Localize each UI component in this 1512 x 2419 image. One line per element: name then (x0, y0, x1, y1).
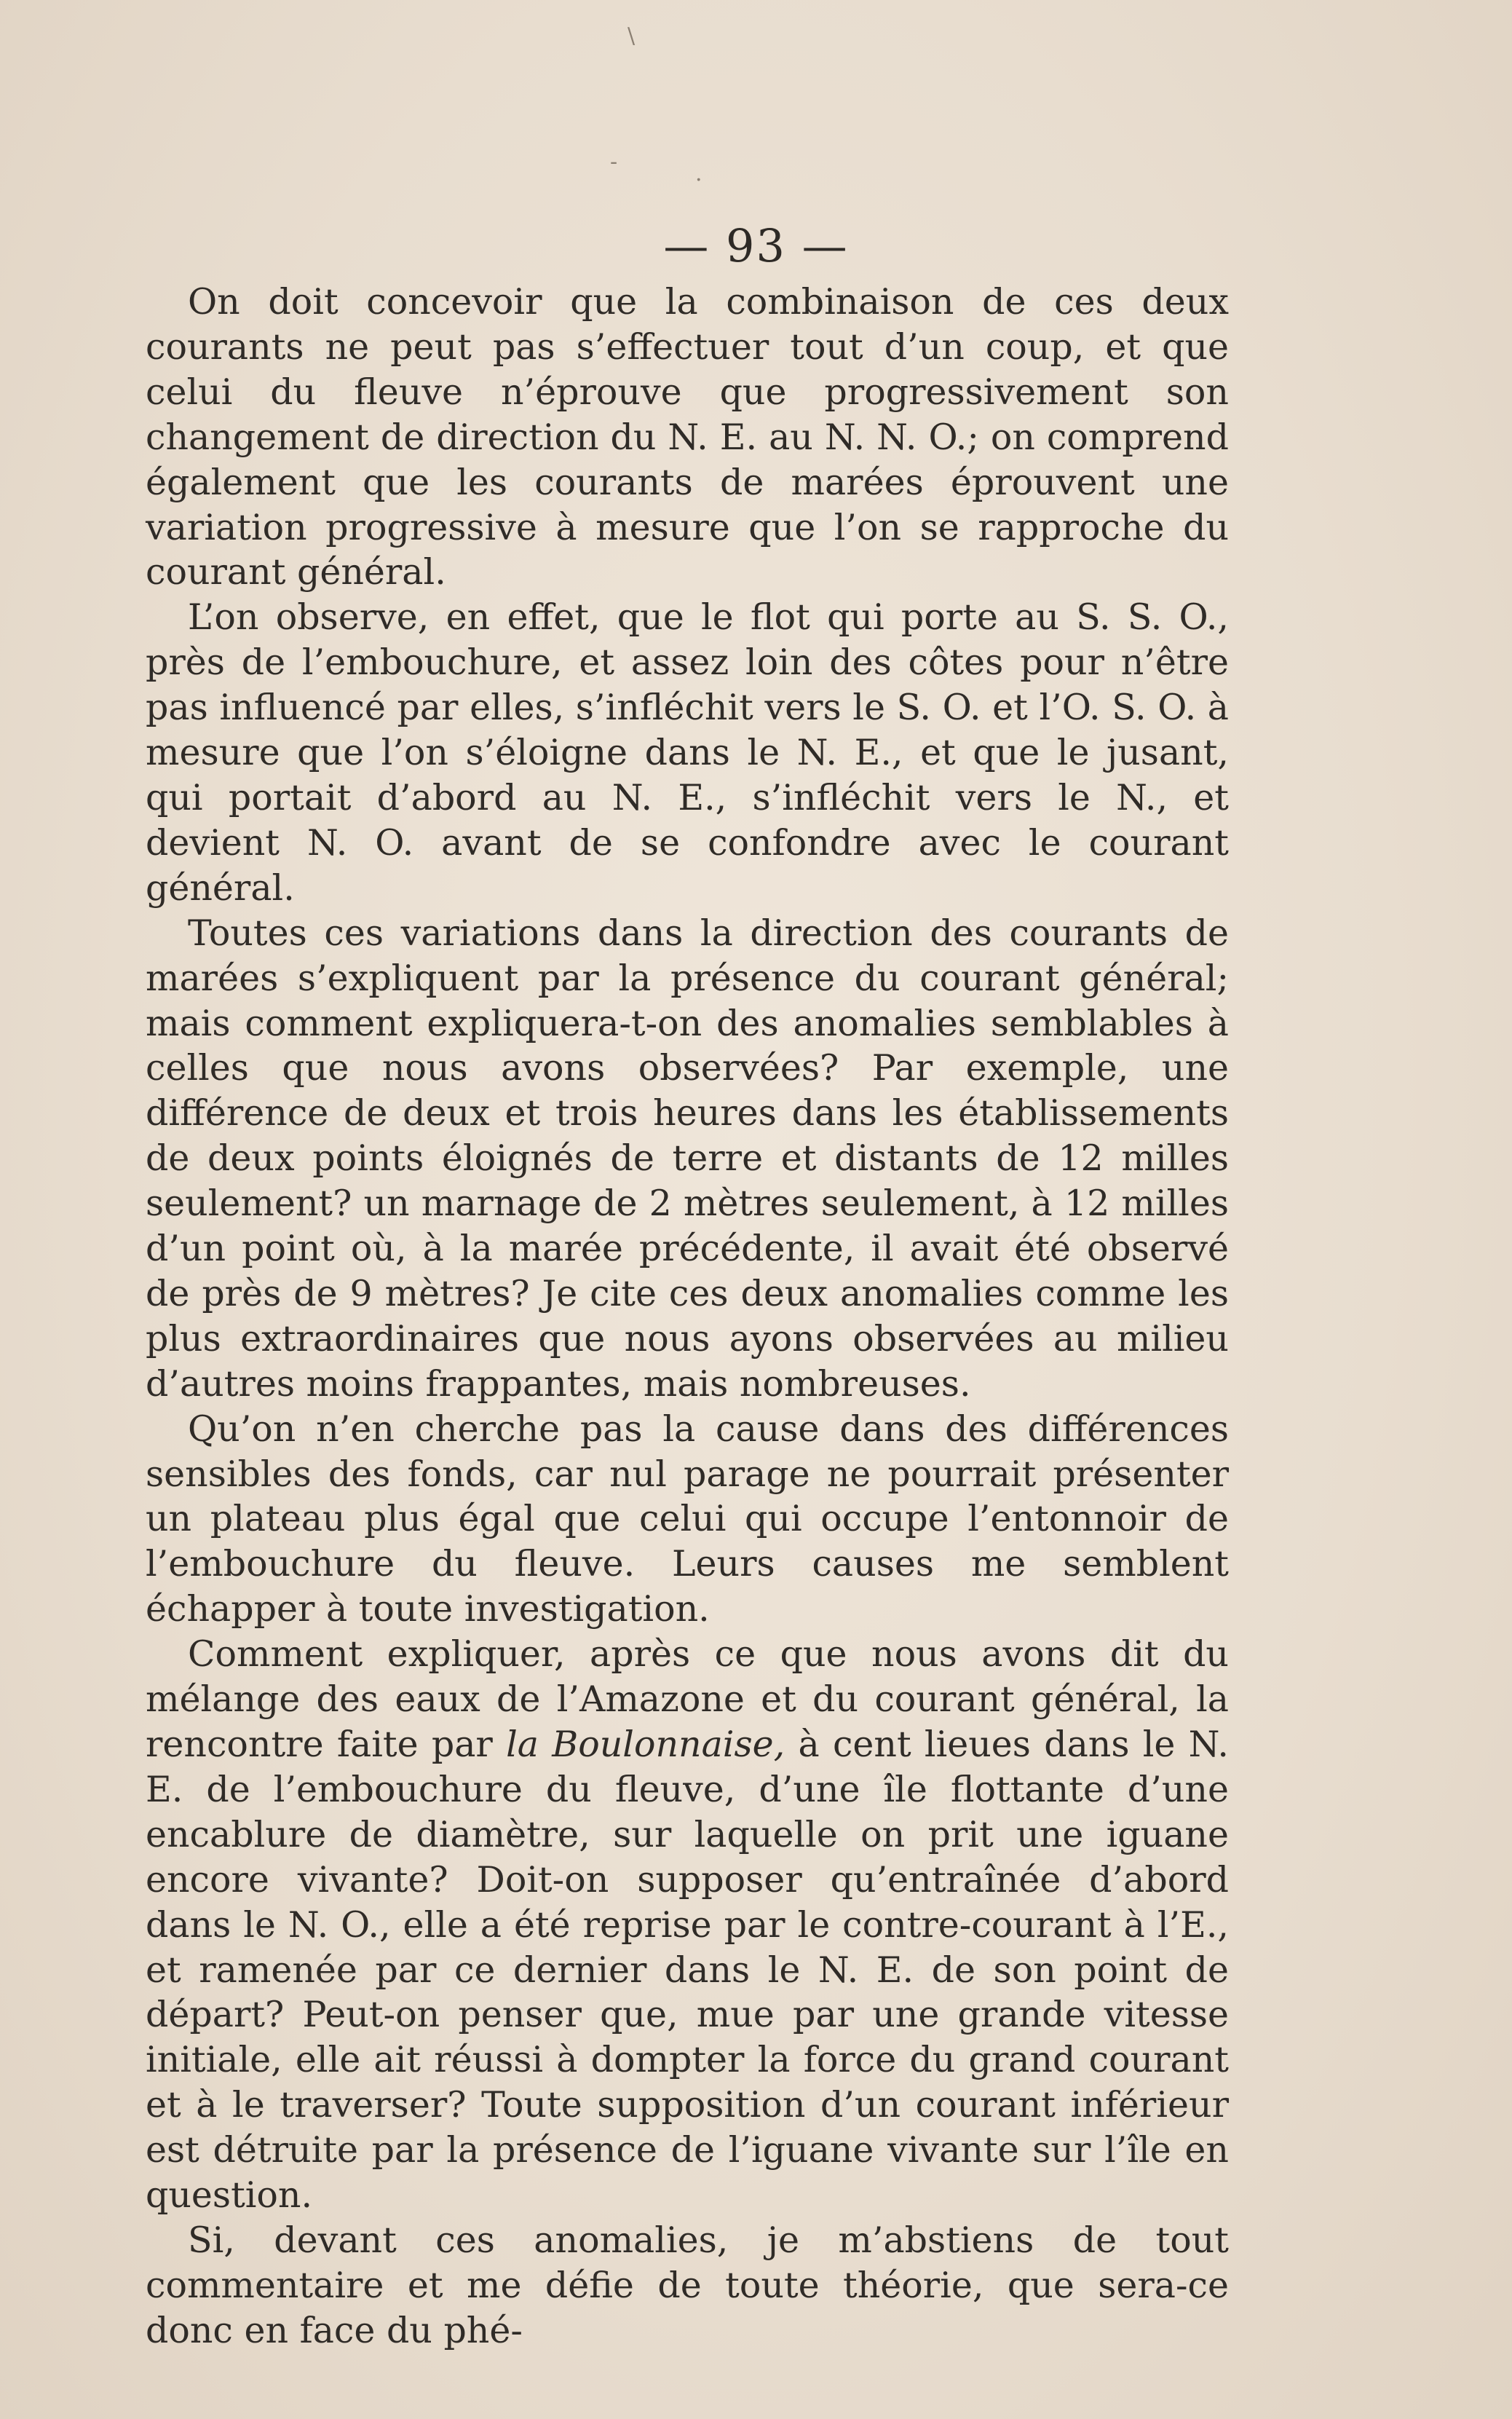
body-text (146, 280, 1229, 2353)
paragraph-text: à cent lieues dans le N. E. de l’embouchure du fleuve, d’une île flottante d’une encablure de diamètre, sur laquelle on prit une iguane encore vivante? Doit-on supposer qu’entraînée d’abord dans le N. O., elle a été reprise par le contre-courant à l’E., et ramenée par ce dernier dans le N. E. de son point de départ? Peut-on penser que, mue par une grande vitesse initiale, elle ait réussi à dompter la force du grand courant et à le traverser? Toute supposition d’un courant inférieur est détruite par la présence de l’iguane vivante sur l’île en question. (146, 1724, 1229, 2217)
paragraph: L’on observe, en effet, que le flot qui porte au S. S. O., près de l’embouchure, et assez loin des côtes pour n’être pas influencé par elles, s’infléchit vers le S. O. et l’O. S. O. à mesure que l’on s’éloigne dans le N. E., et que le jusant, qui portait d’abord au N. E., s’infléchit vers le N., et devient N. O. avant de se confondre avec le courant général. (146, 596, 1229, 909)
stray-mark: - (610, 149, 618, 175)
stray-mark: \ (628, 23, 636, 49)
paragraph: Qu’on n’en cherche pas la cause dans des différences sensibles des fonds, car nul parage ne pourrait présenter un plateau plus égal que celui qui occupe l’entonnoir de l’embouchure du fleuve. Leurs causes me semblent échapper à toute investigation. (146, 1408, 1229, 1630)
paragraph-text: Comment expliquer, après ce que nous avons dit du mélange des eaux de l’Amazone et du courant général, la rencontre faite par (146, 1633, 1229, 1765)
page-number: — 93 — (663, 219, 849, 272)
paragraph (146, 1632, 1229, 2218)
ship-name: la Boulonnaise, (506, 1724, 785, 1765)
paragraph: Toutes ces variations dans la direction des courants de marées s’expliquent par la présence du courant général; mais comment expliquera-t-on des anomalies semblables à celles que nous avons observées? Par exemple, une différence de deux et trois heures dans les établissements de deux points éloignés de terre et distants de 12 milles seulement? un marnage de 2 mètres seulement, à 12 milles d’un point où, à la marée précédente, il avait été observé de près de 9 mètres? Je cite ces deux anomalies comme les plus extraordinaires que nous ayons observées au milieu d’autres moins frappantes, mais nombreuses. (146, 912, 1229, 1405)
paragraph: Si, devant ces anomalies, je m’abstiens de tout commentaire et me défie de toute théorie, que sera-ce donc en face du phé- (146, 2219, 1229, 2351)
stray-mark: · (695, 167, 702, 193)
paragraph: On doit concevoir que la combinaison de ces deux courants ne peut pas s’effectuer tout d’un coup, et que celui du fleuve n’éprouve que progressivement son changement de direction du N. E. au N. N. O.; on comprend également que les courants de marées éprouvent une variation progressive à mesure que l’on se rapproche du courant général. (146, 281, 1229, 593)
